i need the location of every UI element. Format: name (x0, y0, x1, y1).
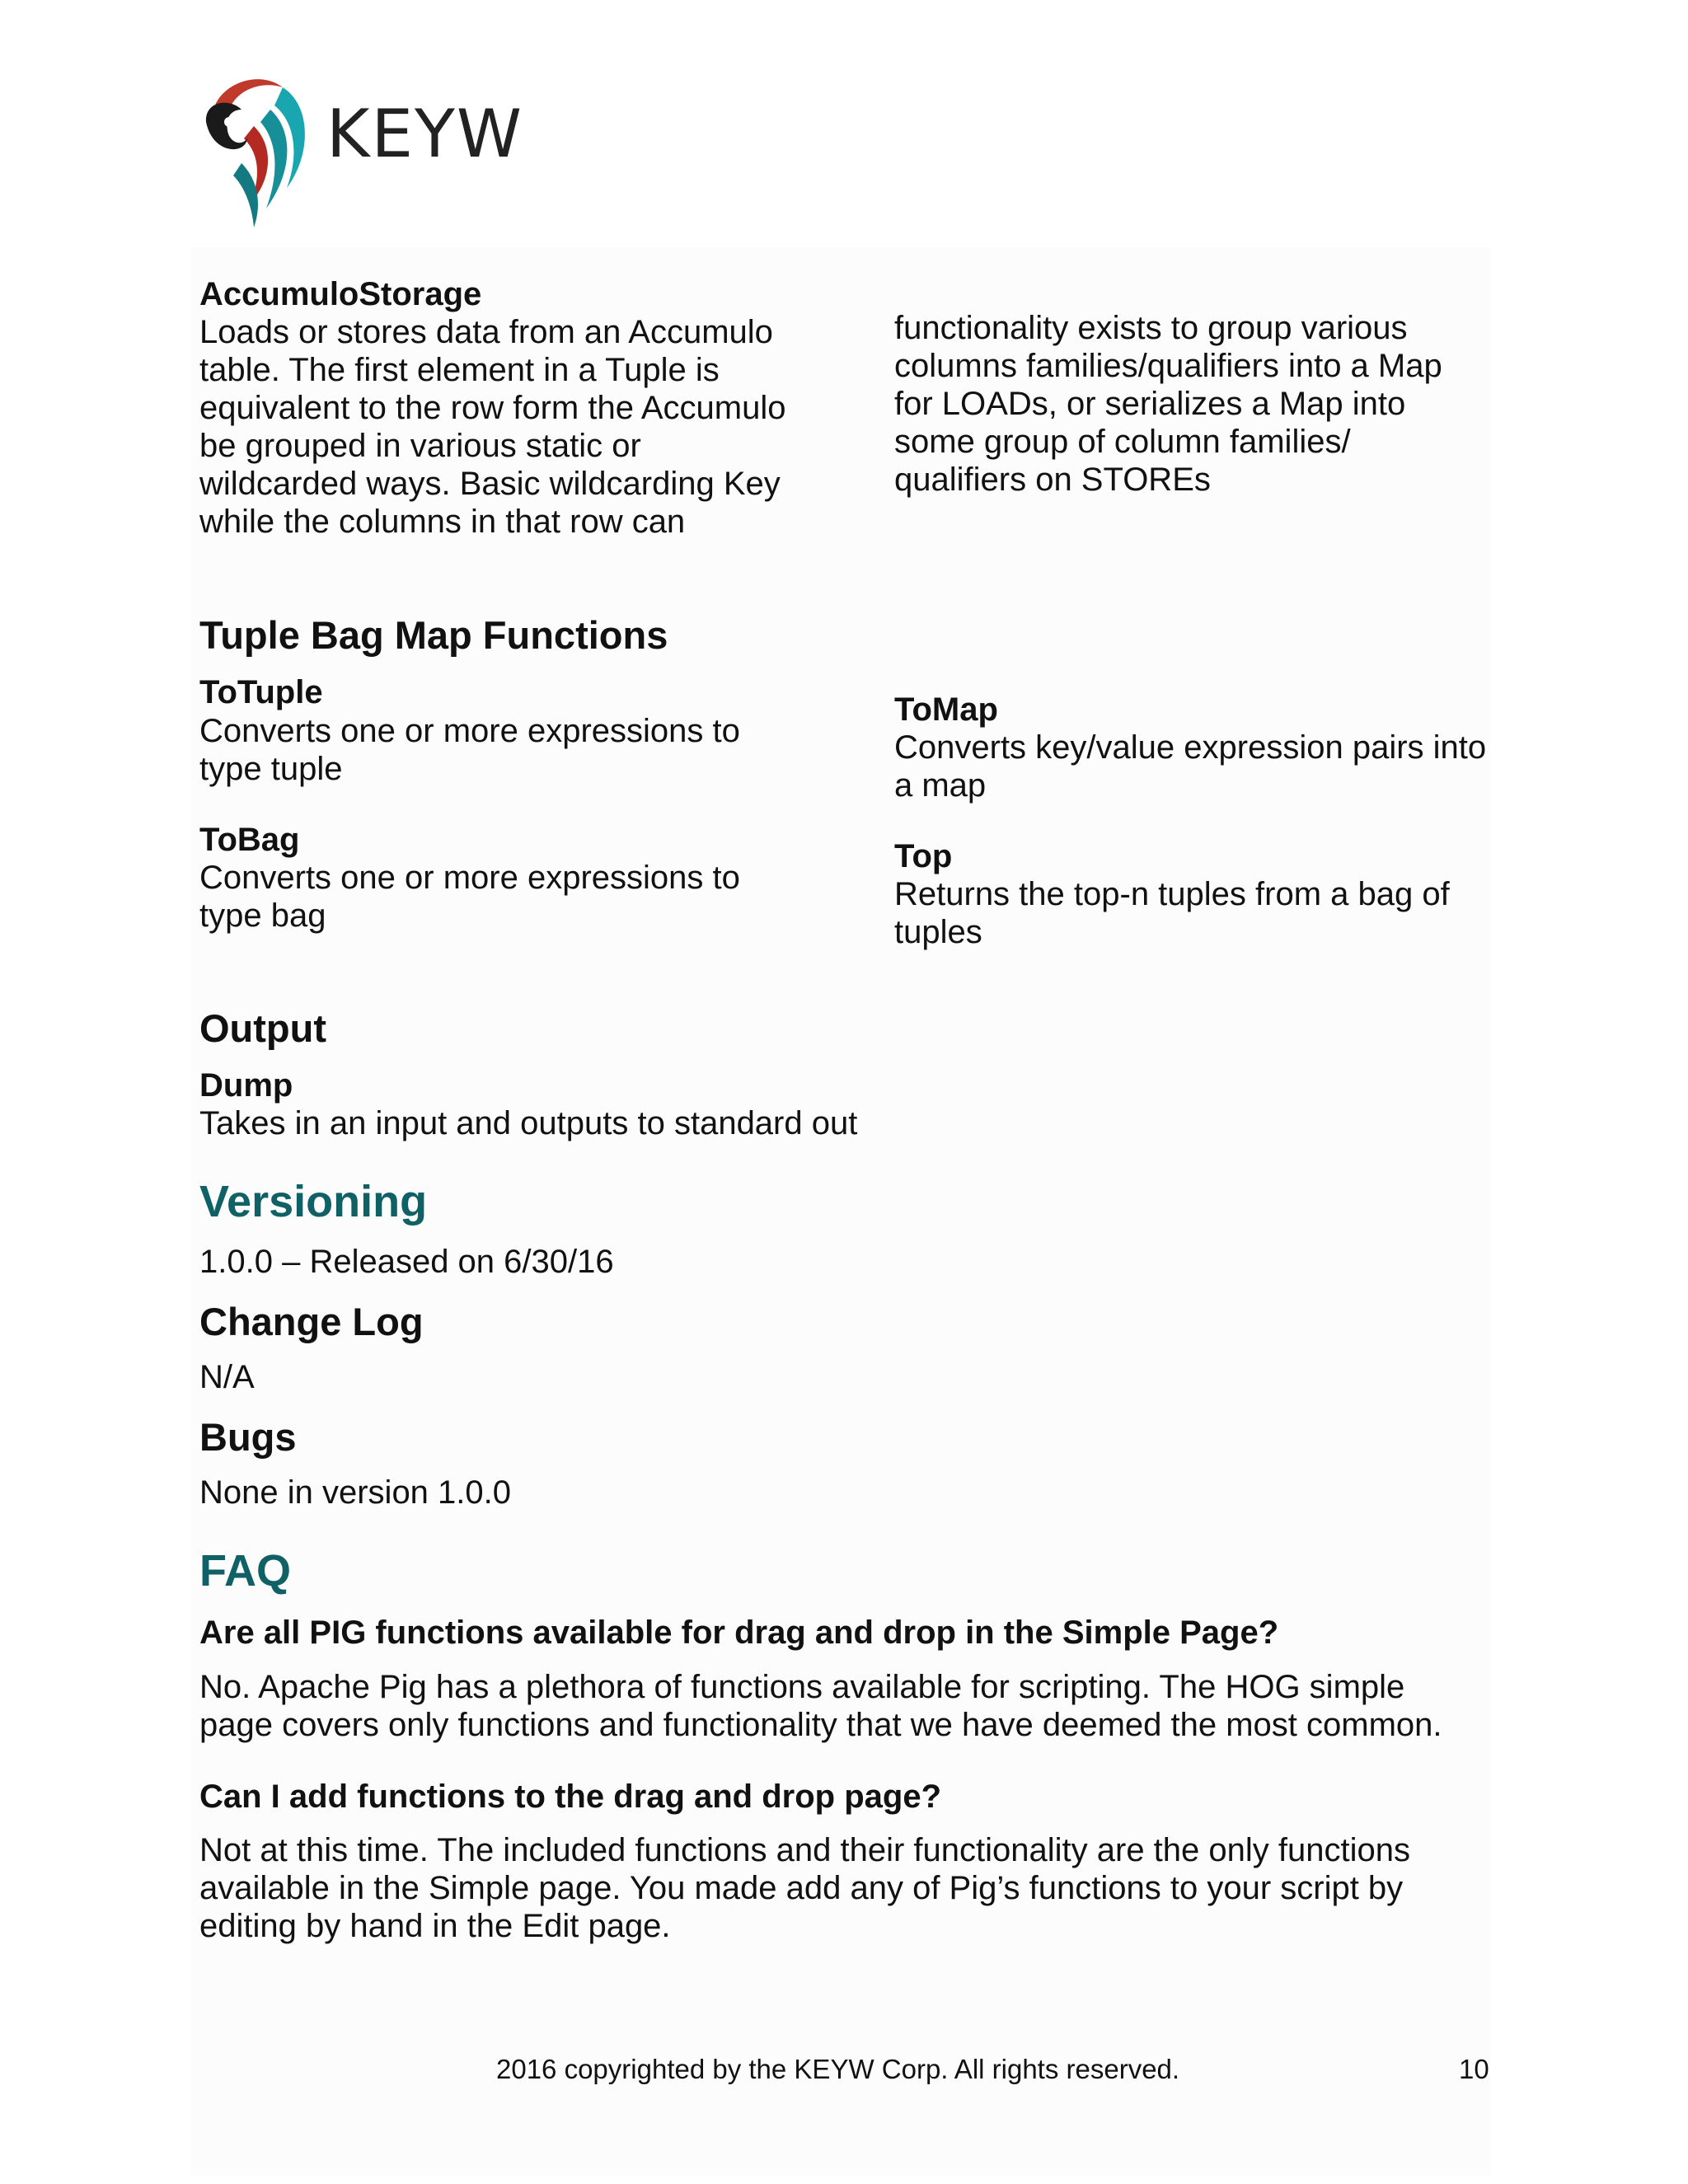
top-title: Top (894, 838, 953, 874)
dump-desc: Takes in an input and outputs to standard out (199, 1105, 858, 1141)
release-text: 1.0.0 – Released on 6/30/16 (199, 1244, 614, 1280)
faq-question-2: Can I add functions to the drag and drop page? (199, 1779, 941, 1815)
bugs-text: None in version 1.0.0 (199, 1474, 512, 1511)
output-heading: Output (199, 1006, 326, 1050)
totuple-title: ToTuple (199, 674, 323, 710)
top-desc: Returns the top-n tuples from a bag of tuples (894, 876, 1450, 950)
tobag-desc: Converts one or more expressions to type bag (199, 860, 740, 934)
bird-logo-icon (196, 64, 320, 229)
changelog-text: N/A (199, 1359, 255, 1395)
accumulo-title: AccumuloStorage (199, 276, 482, 312)
changelog-heading: Change Log (199, 1300, 424, 1343)
faq-question-1: Are all PIG functions available for drag and drop in the Simple Page? (199, 1615, 1279, 1651)
tomap-title: ToMap (894, 691, 998, 728)
bugs-heading: Bugs (199, 1415, 297, 1459)
keyw-logo (196, 64, 523, 229)
accumulo-left-text: Loads or stores data from an Accumulo table. The first element in a Tuple is equivalent to the row form the Accumulo be grouped in various static or wildcarded ways. Basic wildcarding Key while the columns in that row can (199, 314, 786, 540)
tomap-desc: Converts key/value expression pairs into a map (894, 729, 1487, 804)
tobag-title: ToBag (199, 822, 300, 858)
logo-text: KEYW (326, 96, 523, 172)
faq-heading: FAQ (199, 1546, 292, 1596)
accumulo-right-text: functionality exists to group various columns families/qualifiers into a Map for LOADs, or serializes a Map into some group of column families/ qualifiers on STOREs (894, 310, 1442, 498)
dump-title: Dump (199, 1067, 293, 1104)
faq-answer-1: No. Apache Pig has a plethora of functions available for scripting. The HOG simple page covers only functions and functionality that we have deemed the most common. (199, 1669, 1442, 1743)
totuple-desc: Converts one or more expressions to type tuple (199, 713, 740, 787)
versioning-heading: Versioning (199, 1177, 428, 1226)
footer-copyright: 2016 copyrighted by the KEYW Corp. All rights reserved. (496, 2054, 1180, 2084)
tuple-bag-map-heading: Tuple Bag Map Functions (199, 613, 668, 657)
page-number: 10 (1459, 2054, 1489, 2084)
faq-answer-2: Not at this time. The included functions and their functionality are the only functions available in the Simple page. You made add any of Pig’s functions to your script by editing by hand in the Edit page. (199, 1832, 1410, 1944)
